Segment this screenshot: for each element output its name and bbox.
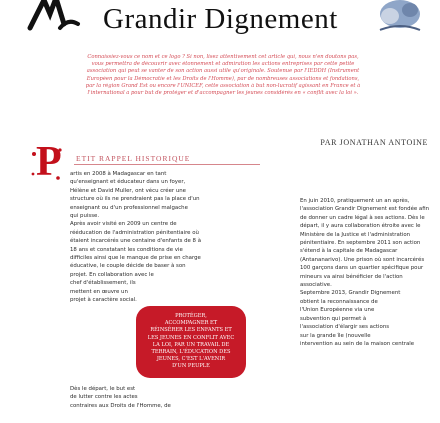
pull-quote (136, 306, 246, 378)
text-line: difficiles ainsi que le manque de prise en charge (70, 255, 201, 262)
text-line: Dès le départ, le but est (70, 386, 136, 392)
left-column-continued (70, 385, 200, 410)
text-line: obtient la reconnaissance de (300, 298, 378, 305)
intro-line: vous permettra de découvrir avec étonnement et admiration les actions entreprises par cette petite (91, 61, 355, 68)
grandir-dignement-logo (24, 0, 82, 38)
text-line: (Antananarivo). Une prison où sont incarcérés (300, 256, 425, 263)
quote-line: PROTÉGER, (175, 313, 207, 319)
section-divider (74, 164, 260, 165)
intro-paragraph (48, 54, 398, 97)
left-column (70, 170, 240, 305)
quote-line: D'UN PEUPLE (172, 363, 210, 370)
text-line: éducative, le couple décide de baser à son (70, 263, 186, 270)
text-line: projet à caractère social. (70, 297, 137, 304)
text-line: mineurs va ainsi bénéficier de l'action (300, 273, 403, 280)
quote-line: LA LOI, PAR UN TRAVAIL DE (152, 341, 230, 348)
text-line: chef d'établissement, ils (70, 280, 136, 287)
drop-cap-letter: P (36, 139, 62, 185)
text-line: Septembre 2013, Grandir Dignement (300, 290, 401, 297)
text-line: l'association Grandir Dignement est fondée afin (300, 206, 430, 213)
illustration-image (370, 0, 426, 36)
text-line: 100 garçons dans un quartier spécifique pour (300, 265, 424, 272)
text-line: étaient incarcérés une centaine d'enfants de 8 à (70, 238, 201, 245)
right-column (300, 197, 430, 348)
text-line: s'étend à la capitale de Madagascar (300, 248, 398, 255)
text-line: de donner un cadre légal à ses actions. Dès le (300, 214, 425, 221)
text-line: contraires aux Droits de l'Homme, de (70, 402, 171, 409)
text-line: subvention qui permet à (300, 315, 367, 322)
text-line: intervention au sein de la maison centrale (300, 340, 415, 347)
text-line: enseignant ou d'un professionnel malgache (70, 204, 188, 211)
text-line: rééducation de l'administration pénitentiaire où (70, 229, 199, 236)
text-line: l'association d'élargir ses actions (300, 324, 390, 331)
article-title: Grandir Dignement (103, 3, 338, 35)
text-line: structure où ils ne prendraient pas la place d'un (70, 196, 200, 203)
quote-line: ACCOMPAGNER ET (164, 320, 218, 327)
text-line: pénitentiaire. En septembre 2011 son action (300, 240, 421, 247)
text-line: départ, il y aura collaboration étroite avec le (300, 223, 421, 230)
quote-line: JEUNES, C'EST L'AVENIR (156, 356, 226, 363)
text-line: mettent en œuvre un (70, 288, 128, 295)
text-line: artis en 2008 à Madagascar en tant (70, 171, 167, 177)
intro-line: l'international a pour but de protéger et d'accompagner les jeunes considérés en « conflit avec la loi ». (87, 90, 359, 97)
text-line: 18 ans et constatant les conditions de vie (70, 246, 183, 253)
text-line: sur la grande île (nouvelle (300, 332, 371, 339)
text-line: projet. En collaboration avec le (70, 271, 154, 278)
text-line: qui puisse. (70, 213, 100, 220)
intro-line: Connaissiez-vous ce nom et ce logo ? Si non, lisez attentivement cet article qui, nous n'en doutons pas, (87, 54, 359, 60)
intro-line: par la région Grand Est ou encore l'UNICEF, cette association à but non-lucratif agissant en France et à (85, 82, 361, 89)
intro-line: Européen pour la Démocratie et les Droits de l'Homme), par de nombreuses associations et fondations, (86, 75, 360, 82)
intro-line: association qui peut se vanter de son action aussi utile qu'originale. Soutenue par l'IEDDH (Instrument (86, 68, 360, 75)
quote-line: RÉINSÉRER LES ENFANTS ET (150, 327, 232, 334)
text-line: l'Union Européenne via une (300, 307, 375, 314)
quote-line: LES JEUNES EN CONFLIT AVEC (147, 334, 235, 341)
drop-cap (30, 139, 64, 185)
text-line: de lutter contre les actes (70, 394, 138, 401)
text-line: qu'enseignant et éducateur dans un foyer, (70, 179, 186, 186)
text-line: Après avoir visité en 2009 un centre de (70, 221, 177, 228)
text-line: associative. (300, 282, 332, 289)
quote-line: TERRAIN, L'ÉDUCATION DES (151, 349, 231, 356)
text-line: En juin 2010, pratiquement un an après, (300, 198, 410, 204)
section-heading: ETIT RAPPEL HISTORIQUE (76, 154, 191, 163)
byline: PAR JONATHAN ANTOINE (320, 138, 428, 147)
text-line: Ministère de la Justice et l'administration (300, 231, 411, 238)
text-line: Hélène et David Muller, ont vécu créer une (70, 187, 186, 194)
title-row (0, 0, 440, 52)
